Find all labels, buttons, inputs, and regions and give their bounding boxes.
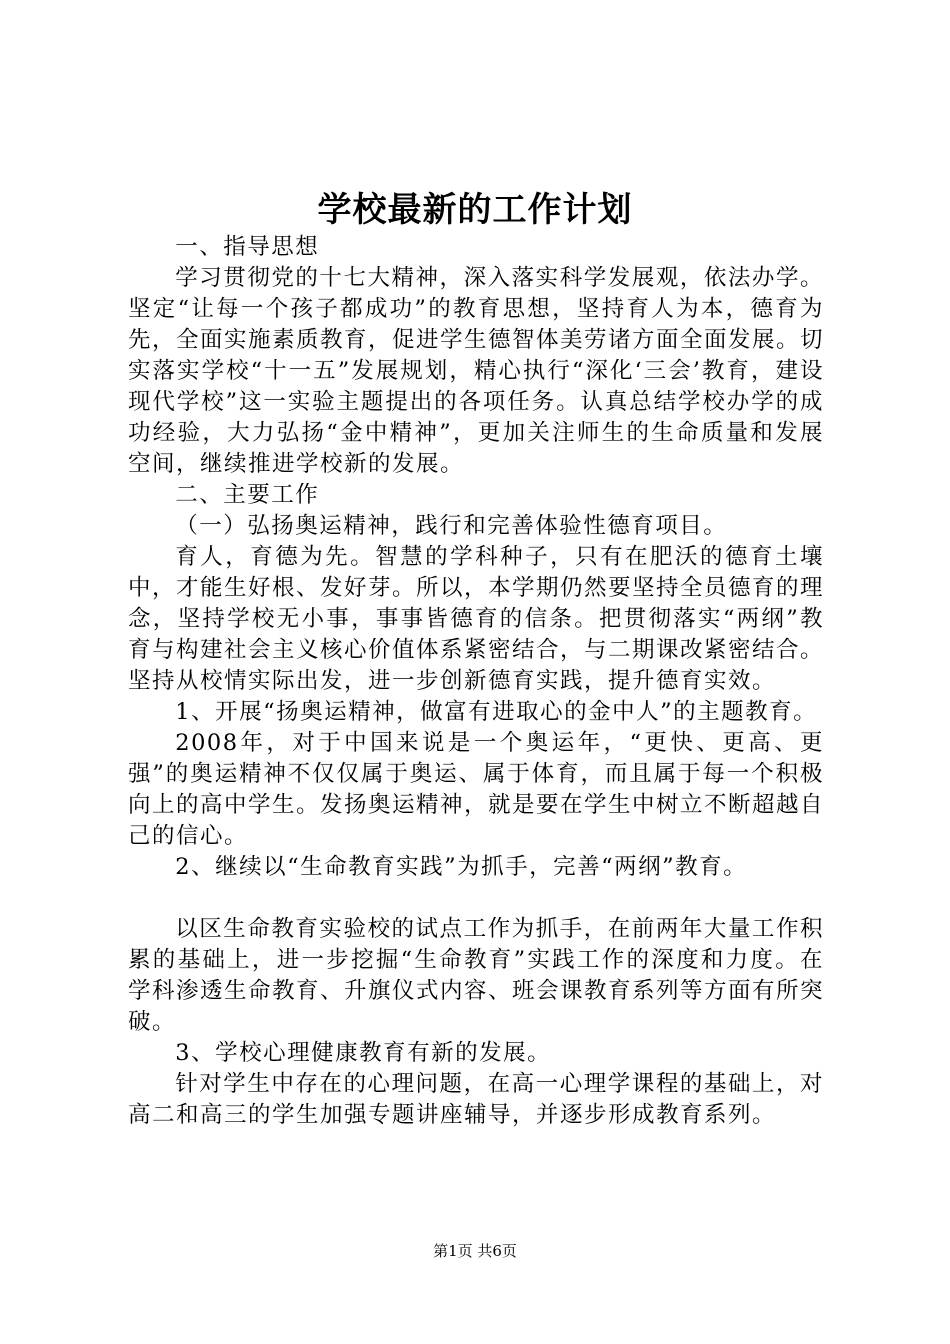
paragraph: 以区生命教育实验校的试点工作为抓手，在前两年大量工作积累的基础上，进一步挖掘“生命教育”实践工作的深度和力度。在学科渗透生命教育、升旗仪式内容、班会课教育系列等方面有所突破。: [128, 916, 825, 1035]
document-title: 学校最新的工作计划: [317, 190, 633, 230]
item-heading: 2、继续以“生命教育实践”为抓手，完善“两纲”教育。: [175, 854, 748, 880]
subsection-heading: （一）弘扬奥运精神，践行和完善体验性德育项目。: [175, 513, 728, 539]
section-heading: 一、指导思想: [175, 234, 320, 260]
item-heading: 1、开展“扬奥运精神，做富有进取心的金中人”的主题教育。: [175, 699, 818, 725]
document-body: [128, 232, 824, 1131]
page-number: 第1页 共6页: [433, 1242, 517, 1260]
paragraph: 针对学生中存在的心理问题，在高一心理学课程的基础上，对高二和高三的学生加强专题讲座辅导，并逐步形成教育系列。: [128, 1071, 824, 1128]
paragraph: 学习贯彻党的十七大精神，深入落实科学发展观，依法办学。坚定“让每一个孩子都成功”的教育思想，坚持育人为本，德育为先，全面实施素质教育，促进学生德智体美劳诸方面全面发展。切实落实学校“十一五”发展规划，精心执行“深化‘三会’教育，建设现代学校”这一实验主题提出的各项任务。认真总结学校办学的成功经验，大力弘扬“金中精神”，更加关注师生的生命质量和发展空间，继续推进学校新的发展。: [128, 265, 825, 477]
paragraph: 育人，育德为先。智慧的学科种子，只有在肥沃的德育土壤中，才能生好根、发好芽。所以，本学期仍然要坚持全员德育的理念，坚持学校无小事，事事皆德育的信条。把贯彻落实“两纲”教育与构建社会主义核心价值体系紧密结合，与二期课改紧密结合。坚持从校情实际出发，进一步创新德育实践，提升德育实效。: [128, 544, 825, 694]
item-heading: 3、学校心理健康教育有新的发展。: [175, 1040, 552, 1066]
blank-line: [128, 883, 824, 914]
paragraph: 2008年，对于中国来说是一个奥运年，“更快、更高、更强”的奥运精神不仅仅属于奥运、属于体育，而且属于每一个积极向上的高中学生。发扬奥运精神，就是要在学生中树立不断超越自己的信心。: [128, 730, 825, 849]
section-heading: 二、主要工作: [175, 482, 320, 508]
